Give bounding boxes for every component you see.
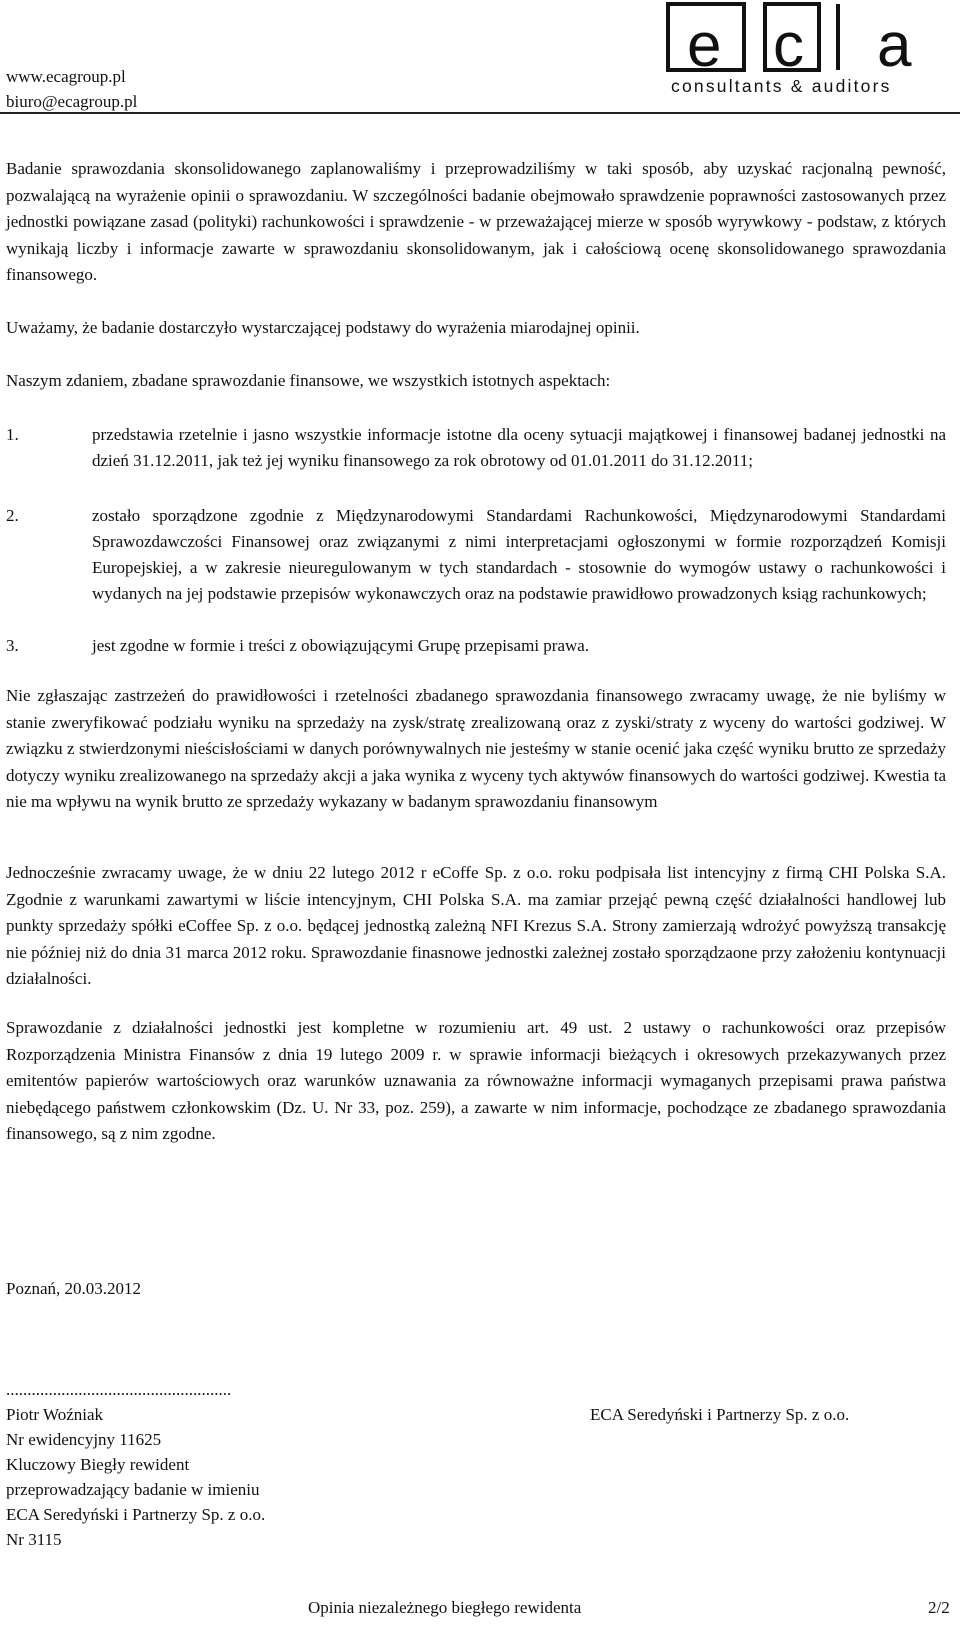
list-text: jest zgodne w formie i treści z obowiązującymi Grupę przepisami prawa. xyxy=(92,636,590,655)
eca-logo-graphic xyxy=(665,0,955,100)
audit-firm-number: Nr 3115 xyxy=(6,1530,62,1549)
contact-info xyxy=(6,64,137,114)
auditor-role-cont: przeprowadzający badanie w imieniu xyxy=(6,1480,260,1499)
footer-title: Opinia niezależnego biegłego rewidenta xyxy=(308,1598,582,1617)
firm-signature: ECA Seredyński i Partnerzy Sp. z o.o. xyxy=(590,1405,850,1424)
signature-line: ..................................................... xyxy=(6,1380,232,1399)
list-item xyxy=(6,633,946,659)
list-text: przedstawia rzetelnie i jasno wszystkie informacje istotne dla oceny sytuacji majątkowej i finansowej badanej jednostki na dzień 31.12.2011, jak też jej wyniku finansowego za rok obrotowy od 01.01.2011 do 31.12.2011; xyxy=(92,425,946,470)
auditor-reg-number: Nr ewidencyjny 11625 xyxy=(6,1430,162,1449)
list-item xyxy=(6,503,946,607)
logo-letter-c: c xyxy=(773,11,804,80)
email-link[interactable]: biuro@ecagroup.pl xyxy=(6,92,138,111)
signature-block xyxy=(6,1377,265,1552)
logo-letter-e: e xyxy=(687,11,722,80)
paragraph-audit-scope: Badanie sprawozdania skonsolidowanego zaplanowaliśmy i przeprowadziliśmy w taki sposób, aby uzyskać racjonalną pewność, pozwalającą na wyrażenie opinii o sprawozdaniu. W szczególności badanie obejmowało sprawdzenie poprawności zastosowanych przez jednostki powiązane zasad (polityki) rachunkowości i sprawdzenie - w przeważającej mierze w sposób wyrywkowy - podstaw, z których wynikają liczby i informacje zawarte w sprawozdaniu skonsolidowanym, jak i całościową ocenę skonsolidowanego sprawozdania finansowego. xyxy=(6,159,946,284)
auditor-name: Piotr Woźniak xyxy=(6,1405,104,1424)
website-link[interactable]: www.ecagroup.pl xyxy=(6,67,126,86)
paragraph-emphasis-matter: Nie zgłaszając zastrzeżeń do prawidłowości i rzetelności zbadanego sprawozdania finansowego zwracamy uwagę, że nie byliśmy w stanie zweryfikować podziału wyniku na sprzedaży na zysk/stratę zrealizowaną oraz z zyski/straty z wyceny do wartości godziwej. W związku z stwierdzonymi nieścisłościami w danych porównywalnych nie jesteśmy w stanie ocenić jaka część wyniku brutto ze sprzedaży dotyczy wyniku zrealizowanego na sprzedaży akcji a jaka wynika z wyceny tych aktywów finansowych do wartości godziwej. Kwestia ta nie ma wpływu na wynik brutto ze sprzedaży wykazany w badanym sprawozdaniu finansowym xyxy=(6,686,946,811)
auditor-role: Kluczowy Biegły rewident xyxy=(6,1455,190,1474)
paragraph-opinion-intro: Naszym zdaniem, zbadane sprawozdanie finansowe, we wszystkich istotnych aspektach: xyxy=(6,371,611,390)
list-number: 2. xyxy=(6,506,19,525)
list-number: 3. xyxy=(6,636,19,655)
list-number: 1. xyxy=(6,425,19,444)
paragraph-letter-of-intent: Jednocześnie zwracamy uwage, że w dniu 22 lutego 2012 r eCoffe Sp. z o.o. roku podpisała list intencyjny z firmą CHI Polska S.A. Zgodnie z warunkami zawartymi w liście intencyjnym, CHI Polska S.A. ma zamiar przejąć pewną część działalności handlowej lub punkty sprzedaży spółki eCoffee Sp. z o.o. będącej jednostką zależną NFI Krezus S.A. Strony zamierzają wdrożyć powyższą transakcję nie później niż do dnia 31 marca 2012 roku. Sprawozdanie finasnowe jednostki zależnej zostało sporządzaone przy założeniu kontynuacji działalności. xyxy=(6,863,946,988)
list-item xyxy=(6,422,946,474)
eca-logo xyxy=(665,0,955,100)
audit-firm: ECA Seredyński i Partnerzy Sp. z o.o. xyxy=(6,1505,266,1524)
place-date: Poznań, 20.03.2012 xyxy=(6,1279,142,1298)
logo-letter-a: a xyxy=(877,11,912,80)
list-text: zostało sporządzone zgodnie z Międzynarodowymi Standardami Rachunkowości, Międzynarodowymi Standardami Sprawozdawczości Finansowej oraz związanymi z nimi interpretacjami ogłoszonymi w formie rozporządzeń Komisji Europejskiej, a w zakresie nieuregulowanym w tych standardach - stosownie do wymogów ustawy o rachunkowości i wydanych na jej podstawie przepisów wykonawczych oraz na podstawie prawidłowo prowadzonych ksiąg rachunkowych; xyxy=(92,506,946,603)
header-divider xyxy=(0,112,960,114)
paragraph-activity-report: Sprawozdanie z działalności jednostki jest kompletne w rozumieniu art. 49 ust. 2 ustawy o rachunkowości oraz przepisów Rozporządzenia Ministra Finansów z dnia 19 lutego 2009 r. w sprawie informacji bieżących i okresowych przekazywanych przez emitentów papierów wartościowych oraz warunków uznawania za równoważne informacji wymaganych przepisami prawa państwa niebędącego państwem członkowskim (Dz. U. Nr 33, poz. 259), a zawarte w nim informacje, pochodzące ze zbadanego sprawozdania finansowego, są z nim zgodne. xyxy=(6,1018,946,1143)
page-number: 2/2 xyxy=(928,1598,950,1617)
logo-tagline: consultants & auditors xyxy=(671,76,892,96)
paragraph-sufficient-basis: Uważamy, że badanie dostarczyło wystarczającej podstawy do wyrażenia miarodajnej opinii. xyxy=(6,318,640,337)
